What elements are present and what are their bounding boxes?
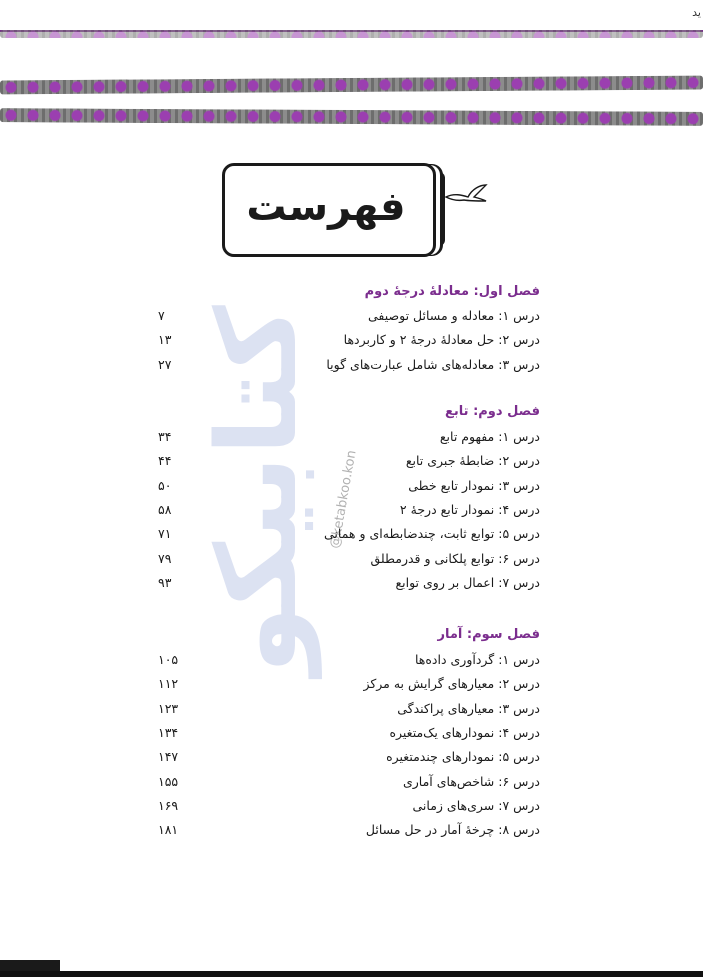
chapter-title: فصل اول: معادلهٔ درجهٔ دوم bbox=[364, 284, 540, 299]
page-number: ۴۴ bbox=[158, 453, 172, 469]
lesson-title: درس ۳: معادله‌های شامل عبارت‌های گویا bbox=[326, 356, 540, 372]
toc-row[interactable] bbox=[150, 478, 540, 498]
page-number: ۱۳ bbox=[158, 332, 172, 348]
page-number: ۱۴۷ bbox=[158, 749, 179, 765]
toc-row[interactable] bbox=[150, 725, 540, 745]
page-bottom-edge bbox=[0, 971, 703, 977]
toc-row[interactable] bbox=[150, 308, 540, 328]
decorative-strip bbox=[0, 30, 703, 38]
lesson-title: درس ۷: سری‌های زمانی bbox=[412, 797, 540, 813]
page-number: ۱۲۳ bbox=[158, 700, 179, 716]
toc-row[interactable] bbox=[150, 332, 540, 352]
toc-row[interactable] bbox=[150, 749, 540, 769]
lesson-title: درس ۱: معادله و مسائل توصیفی bbox=[368, 308, 540, 323]
lesson-title: درس ۴: نمودار تابع درجهٔ ۲ bbox=[399, 501, 540, 517]
page-number: ۷۹ bbox=[158, 550, 172, 566]
toc-row[interactable] bbox=[150, 526, 540, 546]
lesson-title: درس ۳: نمودار تابع خطی bbox=[408, 477, 540, 493]
toc-row[interactable] bbox=[150, 822, 540, 842]
decorative-strip bbox=[0, 76, 703, 95]
page-number: ۳۴ bbox=[158, 429, 172, 444]
decorative-strip bbox=[0, 108, 703, 126]
lesson-title: درس ۲: ضابطهٔ جبری تابع bbox=[405, 453, 540, 469]
bird-icon bbox=[444, 183, 488, 207]
toc-row[interactable] bbox=[150, 575, 540, 595]
chapter-title: فصل سوم: آمار bbox=[437, 627, 540, 642]
page-number: ۷۱ bbox=[158, 526, 172, 542]
toc-row[interactable] bbox=[150, 701, 540, 721]
toc-row[interactable] bbox=[150, 357, 540, 377]
watermark-url: @ketabkoo.kon bbox=[327, 449, 360, 550]
chapter-title: فصل دوم: تابع bbox=[445, 404, 540, 419]
lesson-title: درس ۱: مفهوم تابع bbox=[439, 429, 540, 444]
top-bar bbox=[0, 0, 703, 32]
lesson-title: درس ۱: گردآوری داده‌ها bbox=[414, 652, 540, 667]
page-edge bbox=[0, 960, 60, 971]
toc-row[interactable] bbox=[150, 676, 540, 696]
lesson-title: درس ۳: معیارهای پراکندگی bbox=[397, 700, 540, 716]
lesson-title: درس ۴: نمودارهای یک‌متغیره bbox=[389, 724, 540, 740]
lesson-title: درس ۵: توابع ثابت، چندضابطه‌ای و همانی bbox=[324, 526, 540, 542]
toc-row[interactable] bbox=[150, 551, 540, 571]
page-number: ۱۸۱ bbox=[158, 822, 179, 838]
toc-row[interactable] bbox=[150, 652, 540, 672]
lesson-title: درس ۶: توابع پلکانی و قدرمطلق bbox=[370, 550, 540, 566]
toc-row[interactable] bbox=[150, 429, 540, 449]
lesson-title: درس ۵: نمودارهای چندمتغیره bbox=[386, 749, 540, 765]
page-number: ۱۰۵ bbox=[158, 652, 179, 667]
lesson-title: درس ۷: اعمال بر روی توابع bbox=[395, 574, 540, 590]
lesson-title: درس ۸: چرخهٔ آمار در حل مسائل bbox=[365, 822, 540, 838]
lesson-title: درس ۶: شاخص‌های آماری bbox=[402, 773, 540, 789]
lesson-title: درس ۲: معیارهای گرایش به مرکز bbox=[363, 676, 540, 692]
toc-row[interactable] bbox=[150, 798, 540, 818]
toc-row[interactable] bbox=[150, 453, 540, 473]
top-bar-text: ید bbox=[692, 6, 701, 19]
toc-row[interactable] bbox=[150, 774, 540, 794]
page-number: ۱۳۴ bbox=[158, 724, 179, 740]
page-number: ۲۷ bbox=[158, 356, 172, 372]
page-number: ۷ bbox=[158, 308, 165, 323]
page-number: ۵۸ bbox=[158, 501, 172, 517]
watermark-text: کتابیکو bbox=[193, 305, 321, 675]
page-number: ۱۶۹ bbox=[158, 797, 179, 813]
page-number: ۹۳ bbox=[158, 574, 172, 590]
page-number: ۱۵۵ bbox=[158, 773, 179, 789]
toc-row[interactable] bbox=[150, 502, 540, 522]
page-title: فهرست bbox=[246, 184, 406, 230]
page-number: ۵۰ bbox=[158, 477, 172, 493]
lesson-title: درس ۲: حل معادلهٔ درجهٔ ۲ و کاربردها bbox=[343, 332, 540, 348]
page-number: ۱۱۲ bbox=[158, 676, 179, 692]
